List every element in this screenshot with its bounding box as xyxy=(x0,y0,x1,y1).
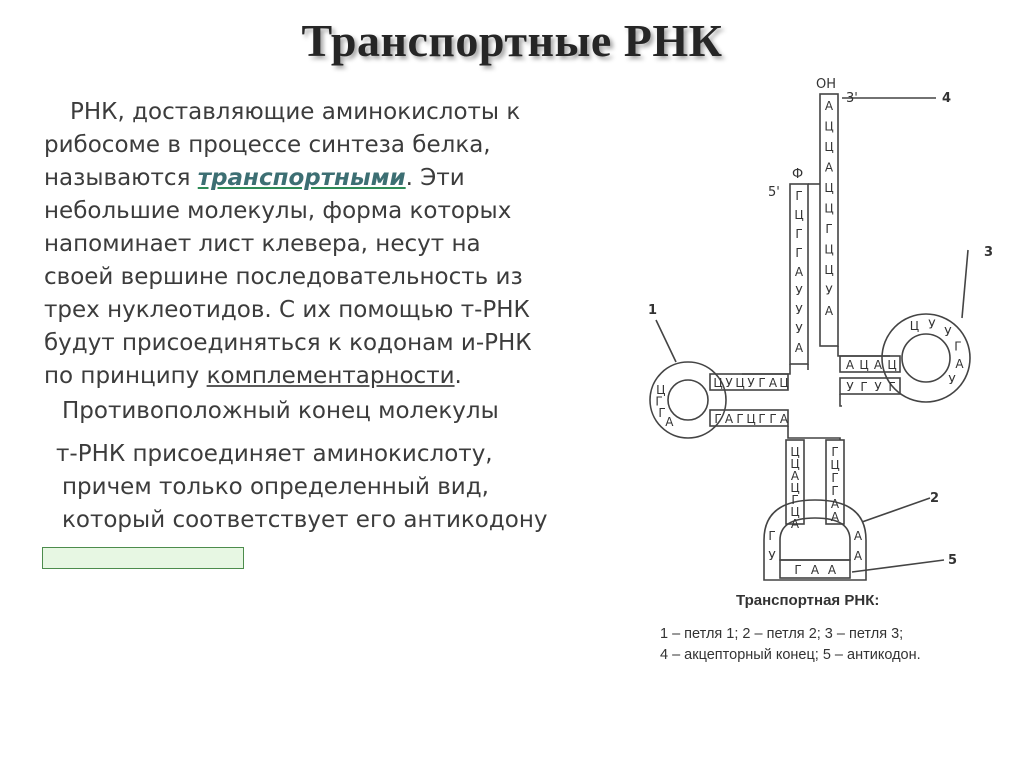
text-fragment: . Эти xyxy=(405,165,465,191)
nucleotide-label: Ц xyxy=(794,208,804,222)
nucleotide-label: Г xyxy=(831,471,839,485)
nucleotide-label: А xyxy=(768,376,778,390)
nucleotide-label: А xyxy=(794,265,804,279)
nucleotide-label: Г xyxy=(795,189,803,203)
nucleotide-label: Ц xyxy=(887,358,897,372)
text-fragment: . xyxy=(454,363,462,389)
text-line: небольшие молекулы, форма которых xyxy=(44,198,512,224)
nucleotide-label: У xyxy=(795,322,803,336)
nucleotide-label: У xyxy=(874,380,882,394)
text-line: Противоположный конец молекулы xyxy=(62,398,499,424)
nucleotide-label: Ц xyxy=(746,412,756,426)
text-fragment: называются xyxy=(44,165,198,191)
callout-2: 2 xyxy=(930,491,940,506)
nucleotide-label: Г xyxy=(795,246,803,260)
nucleotide-label: У xyxy=(795,303,803,317)
nucleotide-label: Г xyxy=(795,227,803,241)
nucleotide-label: А xyxy=(873,358,883,372)
nucleotide-label: Ц xyxy=(859,358,869,372)
nucleotide-label: У xyxy=(725,376,733,390)
text-fragment: по принципу xyxy=(44,363,207,389)
nucleotide-label: Г xyxy=(825,222,833,236)
text-line xyxy=(44,360,644,393)
nucleotide-label: Г xyxy=(860,380,868,394)
nucleotide-label: Ц xyxy=(735,376,745,390)
callout-4: 4 xyxy=(942,91,952,106)
nucleotide-label: Ц xyxy=(909,319,920,334)
nucleotide-label: Г xyxy=(888,380,896,394)
text-line: будут присоединяться к кодонам и-РНК xyxy=(44,330,532,356)
nucleotide-label: Ц xyxy=(830,458,840,472)
nucleotide-label: Г xyxy=(831,484,839,498)
nucleotide-label: Г xyxy=(954,339,962,354)
nucleotide-label: А xyxy=(830,510,840,524)
diagram-caption: Транспортная РНК: xyxy=(736,592,880,609)
nucleotide-label: Ц xyxy=(824,201,834,216)
text-line: который соответствует его антикодону xyxy=(62,507,548,533)
nucleotide-label: Г xyxy=(758,376,766,390)
nucleotide-label: А xyxy=(824,99,834,113)
nucleotide-label: А xyxy=(724,412,734,426)
nucleotide-label: У xyxy=(928,317,936,332)
nucleotide-label: А xyxy=(790,469,800,483)
nucleotide-label: Г xyxy=(658,406,666,421)
text-line: рибосоме в процессе синтеза белка, xyxy=(44,132,491,158)
text-line: т-РНК присоединяет аминокислоту, xyxy=(56,441,493,467)
nucleotide-label: А xyxy=(824,304,834,318)
nucleotide-label: Ц xyxy=(824,119,834,134)
nucleotide-label: А xyxy=(853,549,863,563)
nucleotide-label: Ц xyxy=(790,505,800,519)
nucleotide-label: У xyxy=(768,549,776,563)
nucleotide-label: У xyxy=(747,376,755,390)
trna-cloverleaf-diagram xyxy=(630,60,1010,590)
end-5prime-label: 5' xyxy=(768,185,780,200)
text-line: РНК, доставляющие аминокислоты к xyxy=(70,99,521,125)
nucleotide-label: А xyxy=(824,160,834,175)
nucleotide-label: Г xyxy=(831,445,839,459)
nucleotide-label: Ц xyxy=(779,376,789,390)
diagram-legend xyxy=(660,624,921,666)
text-line: причем только определенный вид, xyxy=(62,474,489,500)
nucleotide-label: Ц xyxy=(824,263,834,277)
nucleotide-label: Г xyxy=(791,493,799,507)
nucleotide-label: Г xyxy=(769,412,777,426)
nucleotide-label: У xyxy=(795,284,803,298)
nucleotide-label: А xyxy=(810,563,820,577)
nucleotide-label: А xyxy=(845,358,855,372)
nucleotide-label: Г xyxy=(714,412,722,426)
text-line xyxy=(44,162,644,195)
callout-5: 5 xyxy=(948,553,958,568)
nucleotide-label: Ц xyxy=(790,457,800,471)
slide-title: Транспортные РНК xyxy=(301,15,723,66)
nucleotide-label: Г xyxy=(736,412,744,426)
nucleotide-label: А xyxy=(955,356,964,371)
underlined-term: комплементарности xyxy=(206,363,455,389)
emphasized-term: транспортными xyxy=(197,165,406,191)
nucleotide-label: Ц xyxy=(824,140,834,154)
nucleotide-label: Ц xyxy=(790,481,800,495)
legend-line: 1 – петля 1; 2 – петля 2; 3 – петля 3; xyxy=(660,626,904,642)
nucleotide-label: Г xyxy=(758,412,766,426)
answer-box xyxy=(42,547,244,569)
nucleotide-label: Г xyxy=(794,563,802,577)
nucleotide-label: А xyxy=(830,497,840,511)
end-oh-label: OH xyxy=(816,77,837,92)
nucleotide-label: У xyxy=(825,283,833,298)
end-3prime-label: 3' xyxy=(846,91,858,106)
body-text xyxy=(44,96,644,537)
nucleotide-label: Г xyxy=(655,394,663,409)
nucleotide-label: Ц xyxy=(713,376,723,390)
nucleotide-label: А xyxy=(853,529,863,543)
nucleotide-label: Ц xyxy=(824,242,834,257)
nucleotide-label: А xyxy=(794,341,804,355)
end-phi-label: Ф xyxy=(792,167,804,182)
legend-line: 4 – акцепторный конец; 5 – антикодон. xyxy=(660,647,921,663)
text-line: своей вершине последовательность из xyxy=(44,264,523,290)
text-line: напоминает лист клевера, несут на xyxy=(44,231,481,257)
nucleotide-label: А xyxy=(827,563,837,577)
nucleotide-label: Ц xyxy=(824,181,834,195)
text-line: трех нуклеотидов. С их помощью т-РНК xyxy=(44,297,530,323)
nucleotide-label: Ц xyxy=(656,383,666,398)
nucleotide-label: У xyxy=(944,324,952,339)
nucleotide-label: А xyxy=(790,517,800,531)
callout-1: 1 xyxy=(648,303,658,318)
nucleotide-label: У xyxy=(846,380,854,394)
nucleotide-label: Ц xyxy=(790,445,800,459)
nucleotide-label: Г xyxy=(768,529,776,543)
callout-3: 3 xyxy=(984,245,994,260)
nucleotide-label: У xyxy=(948,372,956,387)
nucleotide-label: А xyxy=(665,415,674,430)
nucleotide-label: А xyxy=(779,412,789,426)
